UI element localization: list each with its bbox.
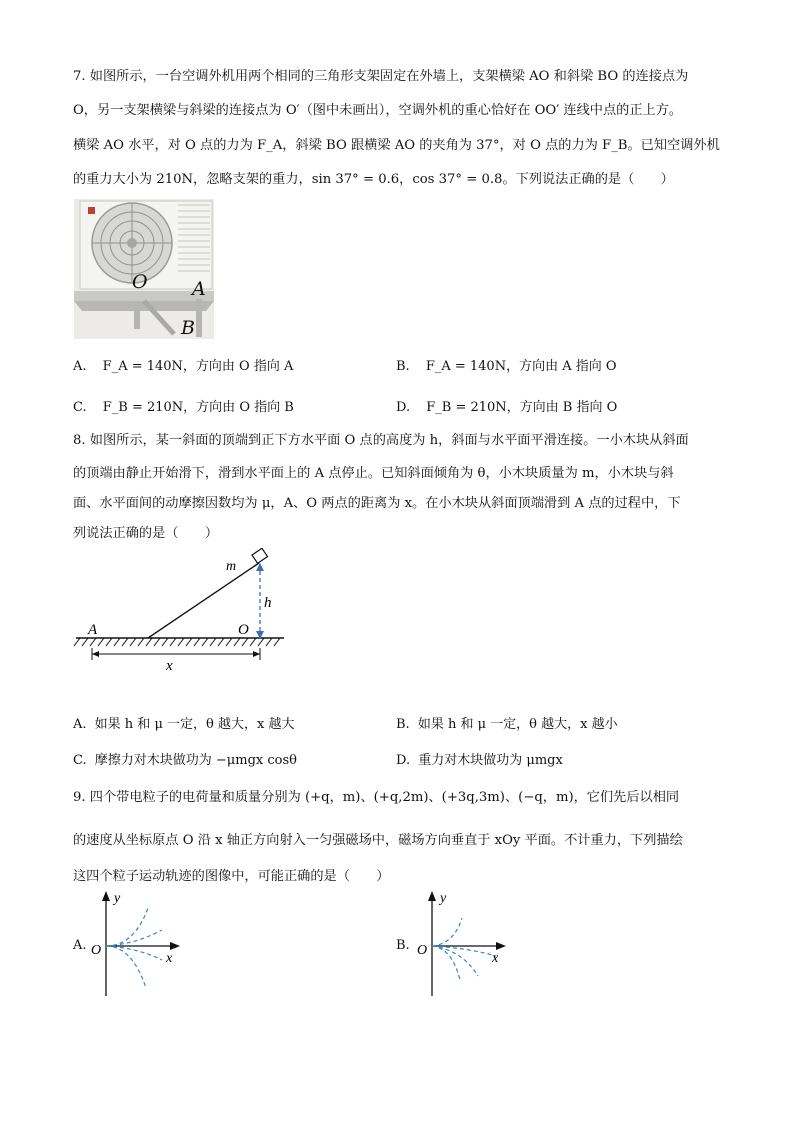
axis-label-x: x <box>492 951 499 966</box>
q7-line2: O，另一支架横梁与斜梁的连接点为 O′（图中未画出），空调外机的重心恰好在 OO′ 连线中点的正上方。 <box>73 103 683 118</box>
trajectory-curves <box>106 908 162 988</box>
q8-option-d-text: 重力对木块做功为 μmgx <box>418 753 563 768</box>
q8-line3: 面、水平面间的动摩擦因数均为 μ，A、O 两点的距离为 x。在小木块从斜面顶端滑到 A 点的过程中，下 <box>73 496 681 511</box>
q8-option-c-label: C. <box>73 753 87 768</box>
q8-option-d[interactable] <box>396 749 563 768</box>
q9-option-a-graph[interactable] <box>86 888 196 998</box>
wood-block <box>252 548 268 563</box>
q7-option-a[interactable] <box>73 355 293 374</box>
trajectory-curves <box>432 918 496 980</box>
q7-option-b-text: F_A = 140N，方向由 A 指向 O <box>425 359 617 374</box>
q7-option-d-label: D. <box>396 400 411 415</box>
q8-incline-diagram <box>70 548 300 678</box>
ground-hatch <box>74 638 280 646</box>
q8-line1: 8. 如图所示，某一斜面的顶端到正下方水平面 O 点的高度为 h，斜面与水平面平滑连接。一小木块从斜面 <box>73 433 689 448</box>
axis-label-y: y <box>114 891 121 906</box>
q7-option-c[interactable] <box>73 396 294 415</box>
q7-fig-label-O: O <box>132 271 148 293</box>
q7-fig-label-A: A <box>192 278 206 300</box>
q7-option-c-label: C. <box>73 400 87 415</box>
fig-label-h: h <box>264 595 272 611</box>
q7-option-c-text: F_B = 210N，方向由 O 指向 B <box>102 400 294 415</box>
q9-line2: 的速度从坐标原点 O 沿 x 轴正方向射入一匀强磁场中，磁场方向垂直于 xOy 平面。不计重力，下列描绘 <box>73 833 683 848</box>
q8-option-b-text: 如果 h 和 μ 一定，θ 越大，x 越小 <box>417 717 618 732</box>
fig-label-A: A <box>88 622 98 638</box>
q9-line3: 这四个粒子运动轨迹的图像中，可能正确的是（ ） <box>73 869 390 884</box>
q8-option-d-label: D. <box>396 753 411 768</box>
q8-line2: 的顶端由静止开始滑下，滑到水平面上的 A 点停止。已知斜面倾角为 θ，小木块质量为 m，小木块与斜 <box>73 466 674 481</box>
q9-option-b-label[interactable]: B. <box>396 938 410 953</box>
q8-option-b-label: B. <box>396 717 410 732</box>
q7-option-b[interactable] <box>396 355 617 374</box>
q7-option-d-text: F_B = 210N，方向由 B 指向 O <box>426 400 618 415</box>
fig-label-O: O <box>238 622 249 638</box>
q9-option-b-graph[interactable] <box>412 888 522 998</box>
q8-option-b[interactable] <box>396 713 618 732</box>
q9-line1: 9. 四个带电粒子的电荷量和质量分别为 (+q，m)、(+q,2m)、(+3q,3m)、(−q，m)，它们先后以相同 <box>73 790 680 805</box>
q7-option-a-text: F_A = 140N，方向由 O 指向 A <box>102 359 294 374</box>
q7-line4: 的重力大小为 210N，忽略支架的重力，sin 37° = 0.6，cos 37° = 0.8。下列说法正确的是（ ） <box>73 172 674 187</box>
q8-line4: 列说法正确的是（ ） <box>73 526 219 541</box>
origin-label: O <box>417 943 428 958</box>
axis-label-x: x <box>166 951 173 966</box>
q7-line3: 横梁 AO 水平，对 O 点的力为 F_A，斜梁 BO 跟横梁 AO 的夹角为 37°，对 O 点的力为 F_B。已知空调外机 <box>73 138 720 153</box>
fig-label-x: x <box>166 658 173 674</box>
q8-option-a[interactable] <box>73 713 294 732</box>
q7-option-b-label: B. <box>396 359 410 374</box>
q7-line1: 7. 如图所示，一台空调外机用两个相同的三角形支架固定在外墙上，支架横梁 AO 和斜梁 BO 的连接点为 <box>73 69 689 84</box>
q7-fig-label-B: B <box>181 317 195 339</box>
axis-label-y: y <box>440 891 447 906</box>
origin-label: O <box>91 943 102 958</box>
fig-label-m: m <box>226 559 237 574</box>
q8-option-a-text: 如果 h 和 μ 一定，θ 越大，x 越大 <box>94 717 295 732</box>
q8-option-a-label: A. <box>73 717 87 732</box>
q9-option-a-label[interactable]: A. <box>73 938 87 953</box>
q8-option-c-text: 摩擦力对木块做功为 −μmgx cosθ <box>94 753 297 768</box>
q8-option-c[interactable] <box>73 749 297 768</box>
q7-option-d[interactable] <box>396 396 617 415</box>
q7-option-a-label: A. <box>73 359 87 374</box>
